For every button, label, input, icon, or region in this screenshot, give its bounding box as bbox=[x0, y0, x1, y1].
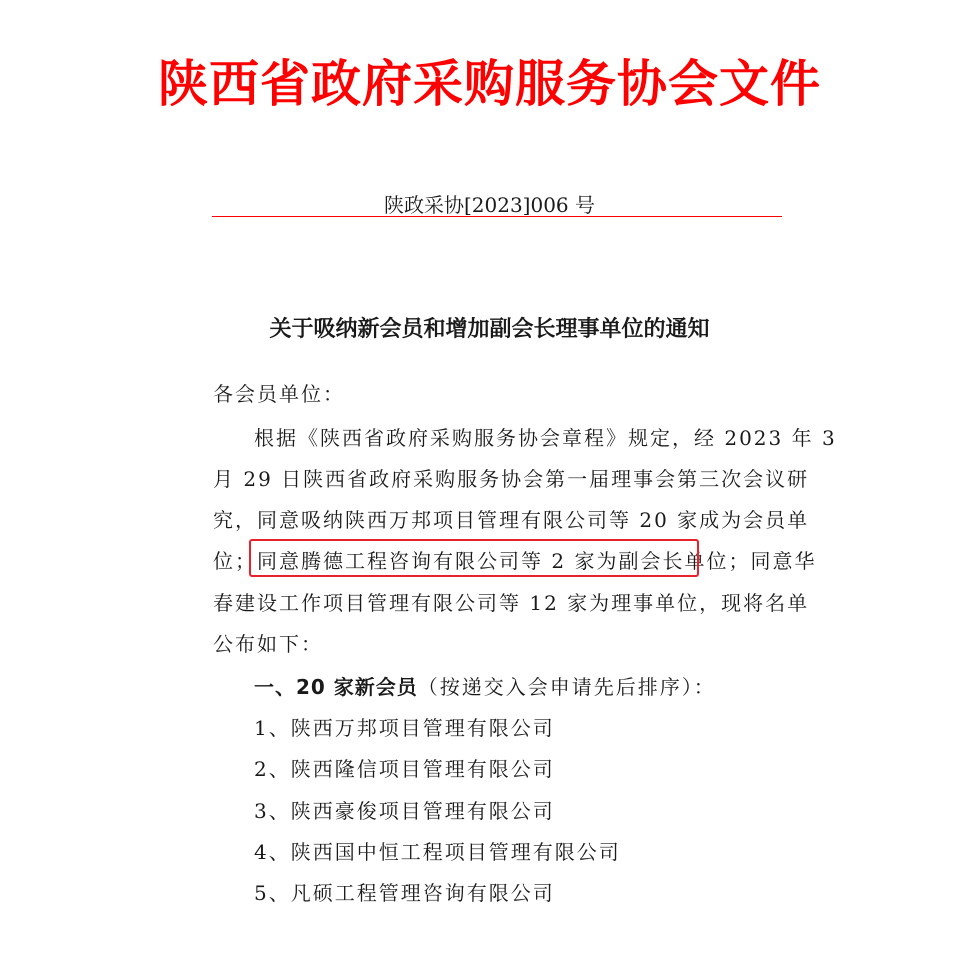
body-line: 究，同意吸纳陕西万邦项目管理有限公司等 20 家成为会员单 bbox=[213, 508, 810, 532]
document-number: 陕政采协[2023]006 号 bbox=[383, 193, 596, 217]
header-red-rule bbox=[212, 216, 782, 217]
section-heading bbox=[254, 673, 716, 701]
member-list-item: 3、陕西豪俊项目管理有限公司 bbox=[254, 799, 555, 823]
body-line: 位；同意腾德工程咨询有限公司等 2 家为副会长单位；同意华 bbox=[213, 549, 817, 573]
body-line: 公布如下： bbox=[213, 632, 323, 656]
section-heading-bold: 一、20 家新会员 bbox=[254, 675, 418, 699]
body-line: 月 29 日陕西省政府采购服务协会第一届理事会第三次会议研 bbox=[213, 467, 810, 491]
salutation: 各会员单位： bbox=[213, 382, 345, 406]
section-heading-note: （按递交入会申请先后排序）： bbox=[417, 675, 716, 699]
highlight-annotation-box bbox=[249, 539, 699, 577]
body-line: 春建设工作项目管理有限公司等 12 家为理事单位，现将名单 bbox=[213, 591, 810, 615]
body-line: 根据《陕西省政府采购服务协会章程》规定，经 2023 年 3 bbox=[254, 426, 837, 450]
document-header-title: 陕西省政府采购服务协会文件 bbox=[158, 54, 821, 113]
member-list-item: 5、凡硕工程管理咨询有限公司 bbox=[254, 881, 555, 905]
member-list-item: 2、陕西隆信项目管理有限公司 bbox=[254, 757, 555, 781]
member-list-item: 1、陕西万邦项目管理有限公司 bbox=[254, 716, 555, 740]
member-list-item: 4、陕西国中恒工程项目管理有限公司 bbox=[254, 840, 621, 864]
notice-title: 关于吸纳新会员和增加副会长理事单位的通知 bbox=[269, 317, 710, 342]
